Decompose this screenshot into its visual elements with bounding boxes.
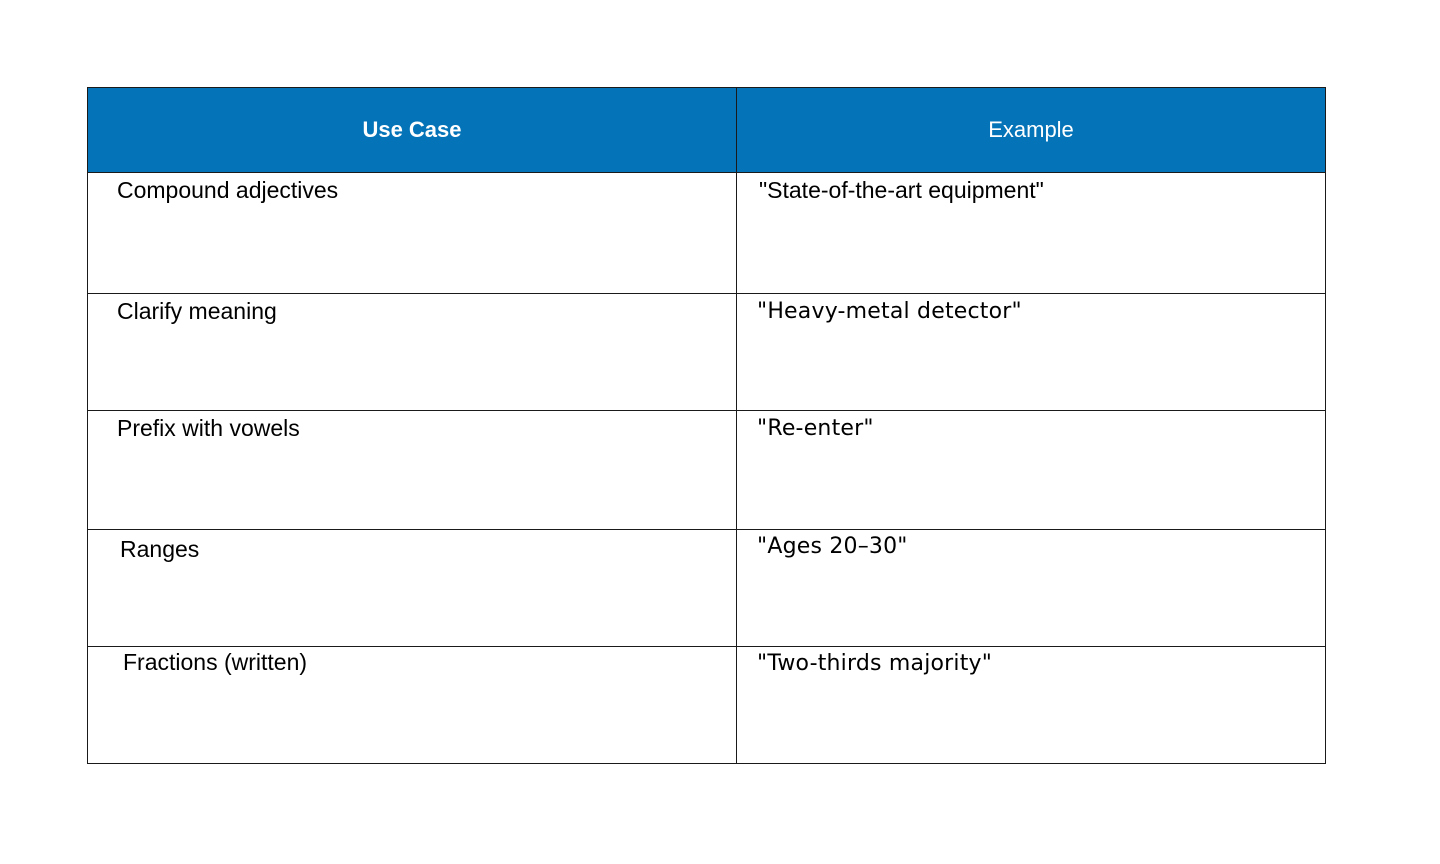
table-row (88, 530, 1326, 647)
hyphen-usage-table (87, 87, 1326, 764)
hyphen-usage-table-container (87, 87, 1324, 758)
example-cell (737, 647, 1326, 764)
example-text: "Ages 20–30" (757, 534, 908, 559)
use-case-column-header: Use Case (88, 88, 737, 173)
example-text: "Re-enter" (757, 416, 874, 441)
use-case-cell (88, 647, 737, 764)
example-column-header: Example (737, 88, 1326, 173)
table-row (88, 411, 1326, 530)
use-case-text: Fractions (written) (123, 649, 308, 675)
use-case-cell (88, 294, 737, 411)
table-row (88, 294, 1326, 411)
example-cell (737, 411, 1326, 530)
example-text: "State-of-the-art equipment" (759, 177, 1044, 203)
table-row (88, 647, 1326, 764)
use-case-text: Compound adjectives (117, 177, 339, 203)
example-text: "Two-thirds majority" (757, 651, 993, 676)
table-header-row (88, 88, 1326, 173)
example-text: "Heavy-metal detector" (757, 299, 1022, 324)
use-case-text: Ranges (120, 536, 200, 562)
use-case-cell (88, 411, 737, 530)
example-cell (737, 530, 1326, 647)
example-cell (737, 173, 1326, 294)
table-row (88, 173, 1326, 294)
use-case-cell (88, 173, 737, 294)
use-case-cell (88, 530, 737, 647)
example-cell (737, 294, 1326, 411)
use-case-text: Prefix with vowels (117, 415, 300, 441)
use-case-text: Clarify meaning (117, 298, 277, 324)
